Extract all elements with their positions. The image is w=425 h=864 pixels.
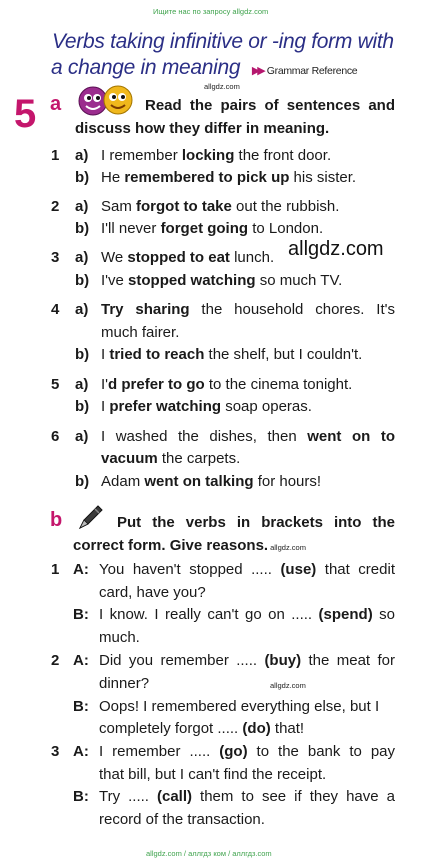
dialogue-line: [0, 559, 425, 582]
item-number: 3: [51, 249, 60, 266]
speaker-a: A:: [73, 652, 89, 669]
dialogue-line: [0, 696, 425, 719]
list-item: [0, 374, 425, 397]
item-text: Oops! I remembered everything else, but I: [99, 698, 380, 715]
speaker-b: B:: [73, 606, 89, 623]
item-number: 1: [51, 147, 60, 164]
exercise-number: 5: [14, 92, 37, 136]
item-sub-a: a): [75, 249, 89, 266]
item-number: 4: [51, 301, 60, 318]
list-item: [0, 299, 425, 322]
list-item: [0, 196, 425, 219]
dialogue-continuation: [0, 582, 425, 605]
section-a-letter: a: [50, 93, 62, 115]
large-watermark: allgdz.com: [288, 238, 384, 260]
item-sub-a: a): [75, 147, 89, 164]
small-watermark-1: allgdz.com: [204, 82, 240, 91]
item-text: We stopped to eat lunch.: [101, 249, 275, 266]
speaker-b: B:: [73, 698, 89, 715]
small-watermark-2: allgdz.com: [270, 543, 306, 552]
dialogue-line: [0, 604, 425, 627]
item-text: I remember locking the front door.: [101, 147, 332, 164]
dialogue-line: [0, 650, 425, 673]
list-item: [0, 344, 425, 367]
item-sub-b: b): [75, 220, 90, 237]
list-item: [0, 426, 425, 449]
item-sub-b: b): [75, 169, 90, 186]
list-item: [0, 396, 425, 419]
list-item: [0, 270, 425, 293]
page-title-line1: Verbs taking infinitive or -ing form with: [52, 30, 394, 53]
section-a-instruction-line2: discuss how they differ in meaning.: [75, 120, 330, 137]
item-text: I tried to reach the shelf, but I couldn't.: [101, 346, 363, 363]
grammar-reference-label: Grammar Reference: [266, 65, 358, 77]
item-number: 6: [51, 428, 60, 445]
item-number: 2: [51, 652, 60, 669]
item-sub-b: b): [75, 473, 90, 490]
item-text: I've stopped watching so much TV.: [101, 272, 343, 289]
item-text: Try ..... (call) them to see if they have a: [99, 788, 395, 805]
item-text: I'd prefer to go to the cinema tonight.: [101, 376, 353, 393]
item-text: I know. I really can't go on ..... (spend) so: [99, 606, 395, 623]
dialogue-continuation: [0, 764, 425, 787]
item-number: 3: [51, 743, 60, 760]
item-sub-a: a): [75, 198, 89, 215]
item-text: record of the transaction.: [99, 811, 265, 828]
double-arrow-icon: ▶▶: [251, 65, 263, 77]
item-text: Did you remember ..... (buy) the meat for: [99, 652, 395, 669]
pen-icon: [76, 502, 106, 537]
item-text: Try sharing the household chores. It's: [101, 301, 396, 318]
section-a-instruction-line1: Read the pairs of sentences and: [145, 97, 395, 114]
speaker-a: A:: [73, 743, 89, 760]
item-text: card, have you?: [99, 584, 206, 601]
list-item-continuation: [0, 448, 425, 471]
item-text: I remember ..... (go) to the bank to pay: [99, 743, 396, 760]
speaker-a: A:: [73, 561, 89, 578]
item-sub-a: a): [75, 301, 89, 318]
item-text: completely forgot ..... (do) that!: [99, 720, 305, 737]
item-text: much.: [99, 629, 140, 646]
dialogue-continuation: [0, 627, 425, 650]
item-sub-b: b): [75, 272, 90, 289]
item-text: You haven't stopped ..... (use) that credit: [99, 561, 395, 578]
item-sub-a: a): [75, 428, 89, 445]
item-sub-a: a): [75, 376, 89, 393]
item-number: 2: [51, 198, 60, 215]
small-watermark-3: allgdz.com: [270, 681, 306, 690]
dialogue-continuation: [0, 673, 425, 696]
item-text: dinner?: [99, 675, 150, 692]
item-text: vacuum the carpets.: [101, 450, 241, 467]
item-number: 1: [51, 561, 60, 578]
dialogue-continuation: [0, 809, 425, 832]
item-text: Sam forgot to take out the rubbish.: [101, 198, 340, 215]
item-text: I prefer watching soap operas.: [101, 398, 312, 415]
item-number: 5: [51, 376, 60, 393]
item-sub-b: b): [75, 346, 90, 363]
item-text: He remembered to pick up his sister.: [101, 169, 357, 186]
list-item: [0, 145, 425, 168]
dialogue-line: [0, 741, 425, 764]
item-sub-b: b): [75, 398, 90, 415]
page-title-line2: [51, 55, 411, 84]
dialogue-line: [0, 786, 425, 809]
dialogue-continuation: [0, 718, 425, 741]
list-item: [0, 471, 425, 494]
item-text: much fairer.: [101, 324, 180, 341]
page-title-line2-text: a change in meaning: [51, 56, 241, 79]
section-b-instruction-line2: correct form. Give reasons.: [73, 537, 269, 554]
grammar-reference-link[interactable]: [252, 65, 358, 77]
item-text: I'll never forget going to London.: [101, 220, 324, 237]
item-text: Adam went on talking for hours!: [101, 473, 322, 490]
speaker-b: B:: [73, 788, 89, 805]
section-b-instruction-line1: Put the verbs in brackets into the: [117, 514, 395, 531]
item-text: that bill, but I can't find the receipt.: [99, 766, 327, 783]
item-text: I washed the dishes, then went on to: [101, 428, 395, 445]
list-item-continuation: [0, 322, 425, 345]
top-watermark: Ищите нас по запросу allgdz.com: [153, 7, 269, 16]
section-b-letter: b: [50, 509, 63, 531]
footer-watermark: allgdz.com / аллгдз ком / аллгдз.com: [146, 849, 272, 858]
list-item: [0, 167, 425, 190]
section-b-instruction-line2-row: [73, 534, 306, 557]
